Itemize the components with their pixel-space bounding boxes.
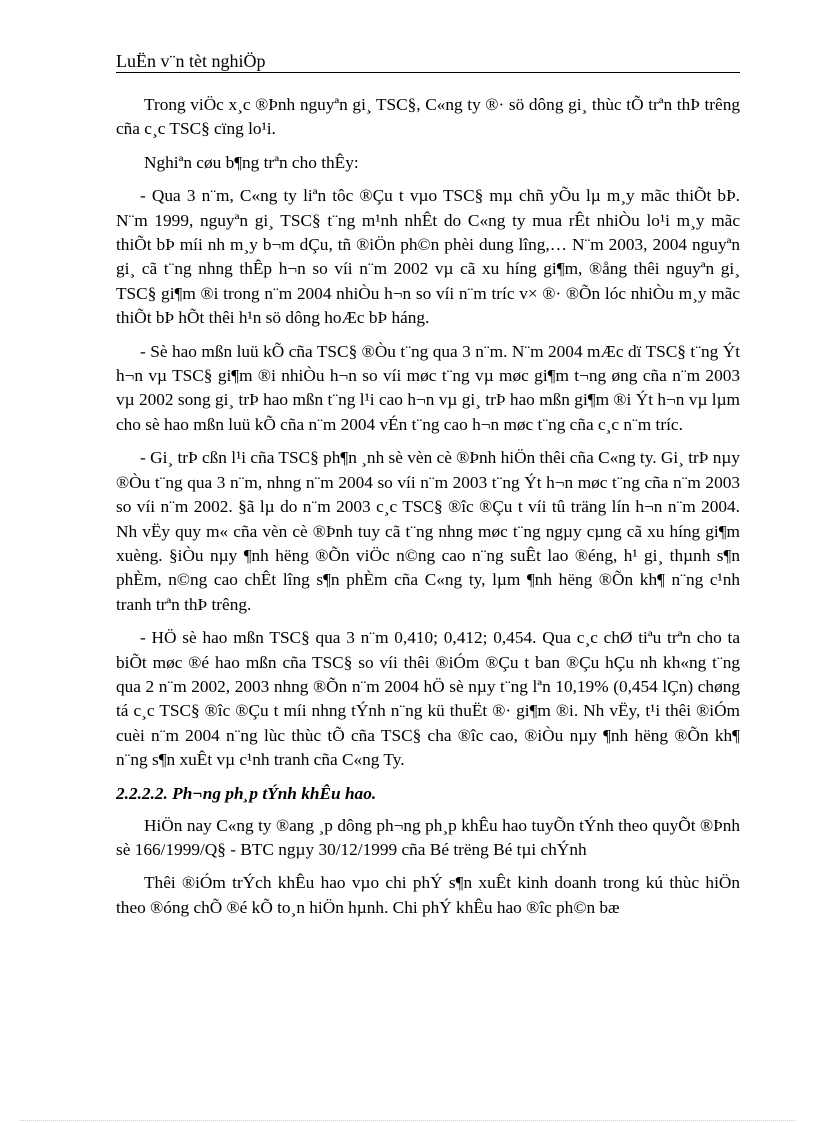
section-heading: 2.2.2.2. Ph¬ng ph¸p tÝnh khÊu hao. [116, 783, 377, 803]
page-edge-dots [20, 1120, 796, 1121]
document-body [116, 93, 740, 929]
paragraph: Nghiªn cøu b¶ng trªn cho thÊy: [144, 152, 359, 172]
header-rule [116, 72, 740, 73]
paragraph: Thêi ®iÓm trÝch khÊu hao vµo chi phÝ s¶n xuÊt kinh doanh trong kú thùc hiÖn theo ®óng chÕ ®é kÕ to¸n hiÖn hµnh. Chi phÝ khÊu hao ®îc ph©n bæ [116, 873, 740, 917]
list-item: - Gi¸ trÞ cßn l¹i cña TSC§ ph¶n ¸nh sè vèn cè ®Þnh hiÖn thêi cña C«ng ty. Gi¸ trÞ nµy ®Òu t¨ng qua 3 n¨m, nhng n¨m 2004 so víi n¨m 2003 t¨ng Ýt h¬n møc t¨ng cña n¨m 2003 so víi n¨m 2002. §ã lµ do n¨m 2003 c¸c TSC§ ®îc ®Çu t víi tû träng lín h¬n n¨m 2004. Nh vËy quy m« cña vèn cè ®Þnh tuy cã t¨ng nhng møc t¨ng ngµy cµng cã xu híng gi¶m xuèng. §iÒu nµy ¶nh hëng ®Õn viÖc n©ng cao n¨ng suÊt lao ®éng, h¹ gi¸ thµnh s¶n phÈm, n©ng cao chÊt lîng s¶n phÈm cña C«ng ty, lµm ¶nh hëng ®Õn kh¶ n¨ng c¹nh tranh trªn thÞ trêng. [116, 448, 740, 614]
list-item: - Sè hao mßn luü kÕ cña TSC§ ®Òu t¨ng qua 3 n¨m. N¨m 2004 mÆc dï TSC§ t¨ng Ýt h¬n vµ TSC§ gi¶m ®i nhiÒu h¬n so víi møc t¨ng vµ møc gi¶m t¬ng øng cña n¨m 2003 vµ 2002 song gi¸ trÞ hao mßn t¨ng l¹i cao h¬n vµ gi¸ trÞ hao mßn gi¶m ®i Ýt h¬n vµ lµm cho sè hao mßn luü kÕ cña n¨m 2004 vÉn t¨ng cao h¬n møc t¨ng cña c¸c n¨m tríc. [116, 341, 740, 434]
running-header: LuËn v¨n tèt nghiÖp [116, 51, 266, 71]
paragraph: Trong viÖc x¸c ®Þnh nguyªn gi¸ TSC§, C«ng ty ®· sö dông gi¸ thùc tÕ trªn thÞ trêng cña c¸c TSC§ cïng lo¹i. [116, 95, 740, 139]
list-item: - HÖ sè hao mßn TSC§ qua 3 n¨m 0,410; 0,412; 0,454. Qua c¸c chØ tiªu trªn cho ta biÕt møc ®é hao mßn cña TSC§ so víi thêi ®iÓm ®Çu t ban ®Çu hÇu nh kh«ng t¨ng qua 2 n¨m 2002, 2003 nhng ®Õn n¨m 2004 hÖ sè nµy t¨ng lªn 10,19% (0,454 lÇn) chøng tá c¸c TSC§ ®îc ®Çu t míi nhng tÝnh n¨ng kü thuËt ®· gi¶m ®i. Nh vËy, t¹i thêi ®iÓm cuèi n¨m 2004 n¨ng lùc thùc tÕ cña TSC§ cha ®îc cao, ®iÒu nµy ¶nh hëng ®Õn kh¶ n¨ng s¶n xuÊt vµ c¹nh tranh cña C«ng Ty. [116, 628, 740, 770]
paragraph: HiÖn nay C«ng ty ®ang ¸p dông ph¬ng ph¸p khÊu hao tuyÕn tÝnh theo quyÕt ®Þnh sè 166/1999/Q§ - BTC ngµy 30/12/1999 cña Bé trëng Bé tµi chÝnh [116, 815, 740, 859]
list-item: - Qua 3 n¨m, C«ng ty liªn tôc ®Çu t vµo TSC§ mµ chñ yÕu lµ m¸y mãc thiÕt bÞ. N¨m 1999, nguyªn gi¸ TSC§ t¨ng m¹nh nhÊt do C«ng ty mua rÊt nhiÒu lo¹i m¸y mãc thiÕt bÞ míi nh m¸y b¬m dÇu, tñ ®iÖn ph©n phèi dung lîng,… N¨m 2003, 2004 nguyªn gi¸ cã t¨ng nhng thÊp h¬n so víi n¨m 2002 vµ cã xu híng gi¶m, ®ång thêi nguyªn gi¸ TSC§ gi¶m ®i trong n¨m 2004 nhiÒu h¬n so víi n¨m tríc v× ®· ®Õn lóc nhiÒu m¸y mãc thiÕt bÞ hÕt thêi h¹n sö dông hoÆc bÞ háng. [116, 186, 740, 328]
